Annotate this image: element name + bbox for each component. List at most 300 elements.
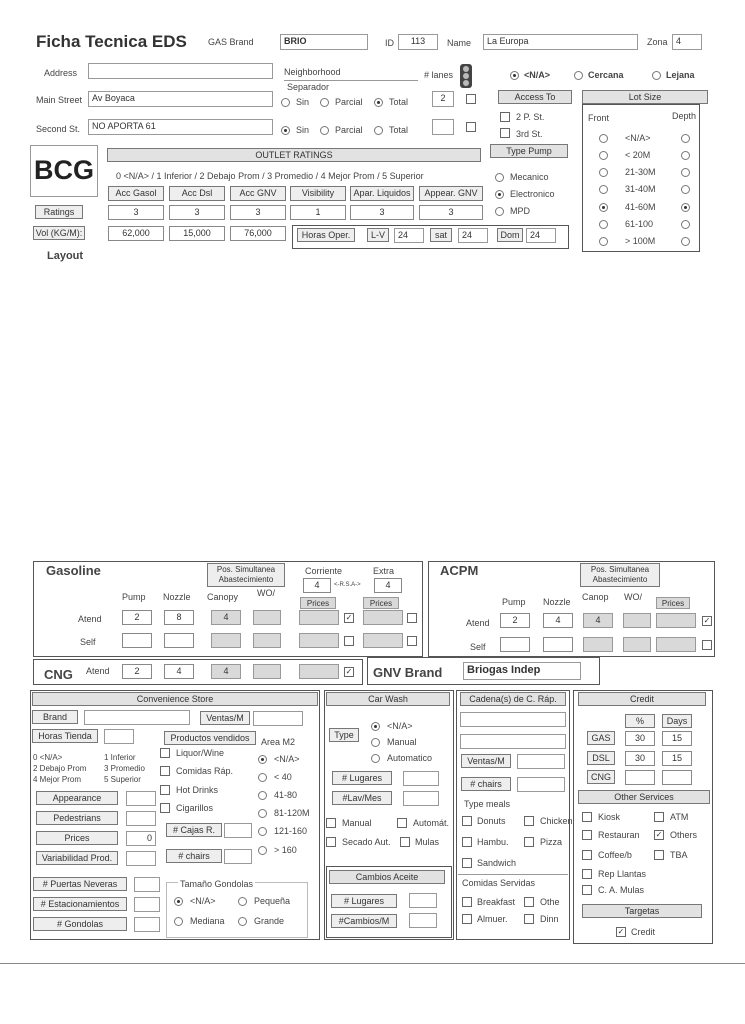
extra-field[interactable]: 4 <box>374 578 402 593</box>
cng-atend-label: Atend <box>86 666 110 676</box>
wash-secado-checkbox[interactable] <box>326 837 336 847</box>
scale-line-0: 0 <N/A> <box>33 753 63 762</box>
wash-na-radio[interactable] <box>371 722 380 731</box>
proximity-cercana-label: Cercana <box>588 70 624 80</box>
lot-option-label-5: 61-100 <box>625 219 654 229</box>
acpm-pump-label: Pump <box>502 597 526 607</box>
comidas-divider <box>458 874 568 875</box>
wash-mulas-checkbox[interactable] <box>400 837 410 847</box>
lot-front-radio-1[interactable] <box>599 151 608 160</box>
acpm-title: ACPM <box>440 563 479 578</box>
pump-mecanico-radio[interactable] <box>495 173 504 182</box>
gas-nozzle-atend-field[interactable]: 8 <box>164 610 194 625</box>
wash-manual-checkbox[interactable] <box>326 818 336 828</box>
acpm-wo-self-field[interactable] <box>623 637 651 652</box>
tamano-na-radio[interactable] <box>174 897 183 906</box>
appearance-field[interactable] <box>126 791 156 806</box>
lv-field[interactable]: 24 <box>394 228 424 243</box>
layout-label: Layout <box>47 250 84 262</box>
area-radio-4[interactable] <box>258 827 267 836</box>
tamano-mediana-label: Mediana <box>190 916 225 926</box>
rating-col-4: Apar. Liquidos <box>350 186 414 201</box>
rating-value-1[interactable]: 3 <box>169 205 225 220</box>
pedestrians-label: Pedestrians <box>36 811 118 825</box>
cambios-count-field[interactable] <box>409 913 437 928</box>
second-sep-parcial-radio[interactable] <box>320 126 329 135</box>
gas-pump-self-field[interactable] <box>122 633 152 648</box>
cambios-count-label: #Cambios/M <box>331 914 397 928</box>
acpm-canop-self-field[interactable] <box>583 637 613 652</box>
rating-value-5[interactable]: 3 <box>419 205 483 220</box>
product-checkbox-2[interactable] <box>160 785 170 795</box>
acpm-nozzle-atend-field[interactable]: 4 <box>543 613 573 628</box>
product-checkbox-1[interactable] <box>160 766 170 776</box>
cambios-header: Cambios Aceite <box>329 870 445 884</box>
service-checkbox-0[interactable] <box>582 812 592 822</box>
acpm-atend-label: Atend <box>466 618 490 628</box>
area-radio-0[interactable] <box>258 755 267 764</box>
second-sep-sin-radio[interactable] <box>281 126 290 135</box>
gas-wo-label: WO/ <box>257 588 275 598</box>
access-2pst-checkbox[interactable] <box>500 112 510 122</box>
gas-price-corriente-self[interactable] <box>299 633 339 648</box>
area-m2-label: Area M2 <box>261 737 296 747</box>
lot-front-radio-0[interactable] <box>599 134 608 143</box>
second-st-field[interactable]: NO APORTA 61 <box>88 119 273 135</box>
cng-price-field[interactable] <box>299 664 339 679</box>
credit-row-days-0[interactable]: 15 <box>662 731 692 746</box>
main-sep-sin-radio[interactable] <box>281 98 290 107</box>
comida-dinn-checkbox[interactable] <box>524 914 534 924</box>
lot-option-label-2: 21-30M <box>625 167 656 177</box>
address-field[interactable] <box>88 63 273 79</box>
service-label-4: Coffee/b <box>598 850 632 860</box>
area-radio-2[interactable] <box>258 791 267 800</box>
gas-price-corriente-atend[interactable] <box>299 610 339 625</box>
meal-pizza-checkbox[interactable] <box>524 837 534 847</box>
service-label-6: Rep Llantas <box>598 869 647 879</box>
gas-atend-check-1[interactable]: ✓ <box>345 613 353 622</box>
pump-electronico-radio[interactable] <box>495 190 504 199</box>
cng-pump-field[interactable]: 2 <box>122 664 152 679</box>
acpm-pump-atend-field[interactable]: 2 <box>500 613 530 628</box>
corriente-field[interactable]: 4 <box>303 578 331 593</box>
lot-depth-radio-4[interactable] <box>681 203 690 212</box>
gas-price-extra-self[interactable] <box>363 633 403 648</box>
dom-field[interactable]: 24 <box>526 228 556 243</box>
product-label-1: Comidas Ráp. <box>176 766 234 776</box>
outlet-ratings-header: OUTLET RATINGS <box>107 148 481 162</box>
service-label-2: Restauran <box>598 830 640 840</box>
store-brand-field[interactable] <box>84 710 190 725</box>
comidas-servidas-label: Comidas Servidas <box>462 878 536 888</box>
traffic-light-icon <box>460 64 472 88</box>
cadena-ventas-label: Ventas/M <box>461 754 511 768</box>
acpm-wo-label: WO/ <box>624 592 642 602</box>
access-3rd-label: 3rd St. <box>516 129 543 139</box>
gas-price-extra-atend[interactable] <box>363 610 403 625</box>
neighborhood-field[interactable] <box>284 78 418 81</box>
id-label: ID <box>385 38 394 48</box>
acpm-self-label: Self <box>470 642 486 652</box>
gas-nozzle-label: Nozzle <box>163 592 191 602</box>
second-st-checkbox[interactable] <box>466 122 476 132</box>
credit-row-days-2[interactable] <box>662 770 692 785</box>
product-label-3: Cigarillos <box>176 803 214 813</box>
scale-line-3: 3 Promedio <box>104 764 145 773</box>
extra-label: Extra <box>373 566 395 576</box>
dom-label: Dom <box>497 228 523 242</box>
credit-pct-label: % <box>625 714 655 728</box>
gas-canopy-atend-field[interactable]: 4 <box>211 610 241 625</box>
store-prices-label: Prices <box>36 831 118 845</box>
lot-front-label: Front <box>588 113 610 123</box>
gas-self-check-1[interactable] <box>344 636 354 646</box>
lot-depth-radio-0[interactable] <box>681 134 690 143</box>
credit-row-pct-2[interactable] <box>625 770 655 785</box>
access-3rd-checkbox[interactable] <box>500 128 510 138</box>
main-street-checkbox[interactable] <box>466 94 476 104</box>
area-label-5: > 160 <box>274 845 297 855</box>
main-sep-total-label: Total <box>389 97 409 107</box>
lot-front-radio-6[interactable] <box>599 237 608 246</box>
credit-row-days-1[interactable]: 15 <box>662 751 692 766</box>
lot-depth-radio-2[interactable] <box>681 168 690 177</box>
tamano-na-label: <N/A> <box>190 896 216 906</box>
scale-line-4: 4 Mejor Prom <box>33 775 82 784</box>
targetas-header: Targetas <box>582 904 702 918</box>
wash-automatico-label: Automatico <box>387 753 433 763</box>
name-label: Name <box>447 38 472 48</box>
wash-manual-radio[interactable] <box>371 738 380 747</box>
lanes-field[interactable]: 2 <box>432 91 454 107</box>
lot-option-label-6: > 100M <box>625 236 656 246</box>
second-sep-total-radio[interactable] <box>374 126 383 135</box>
type-meals-label: Type meals <box>464 799 511 809</box>
lot-front-radio-4[interactable] <box>599 203 608 212</box>
gasoline-title: Gasoline <box>46 563 101 578</box>
bcg-logo-text: BCG <box>34 155 94 185</box>
wash-lav-label: #Lav/Mes <box>332 791 392 805</box>
service-checkbox-3[interactable]: ✓ <box>655 830 663 839</box>
address-label: Address <box>44 68 78 78</box>
product-label-2: Hot Drinks <box>176 785 219 795</box>
acpm-prices-label: Prices <box>656 597 690 609</box>
product-checkbox-0[interactable] <box>160 748 170 758</box>
scale-line-2: 2 Debajo Prom <box>33 764 87 773</box>
acpm-nozzle-self-field[interactable] <box>543 637 573 652</box>
lot-size-panel <box>582 104 700 252</box>
gas-pump-atend-field[interactable]: 2 <box>122 610 152 625</box>
gasoline-pos-simultanea: Pos. Simultanea Abastecimiento <box>207 563 285 587</box>
cng-title: CNG <box>44 667 73 682</box>
main-sep-total-radio[interactable] <box>374 98 383 107</box>
area-label-0: <N/A> <box>274 754 300 764</box>
name-field[interactable]: La Europa <box>483 34 638 50</box>
cadena-header: Cadena(s) de C. Ráp. <box>460 692 566 706</box>
gas-wo-atend-field[interactable] <box>253 610 281 625</box>
pump-electronico-label: Electronico <box>510 189 555 199</box>
vol-label: Vol (KG/M): <box>33 226 85 240</box>
cadena-chairs-field[interactable] <box>517 777 565 792</box>
gas-canopy-self-field[interactable] <box>211 633 241 648</box>
variabilidad-label: Variabilidad Prod. <box>36 851 118 865</box>
cadena-field-1[interactable] <box>460 712 566 727</box>
acpm-pump-self-field[interactable] <box>500 637 530 652</box>
gas-wo-self-field[interactable] <box>253 633 281 648</box>
ratings-label: Ratings <box>35 205 83 219</box>
wash-lugares-field[interactable] <box>403 771 439 786</box>
rating-value-4[interactable]: 3 <box>350 205 414 220</box>
gas-atend-label: Atend <box>78 614 102 624</box>
meal-pizza-label: Pizza <box>540 837 563 847</box>
neveras-field[interactable] <box>134 877 160 892</box>
separador-label: Separador <box>287 82 330 92</box>
cadena-field-2[interactable] <box>460 734 566 749</box>
cng-nozzle-field[interactable]: 4 <box>164 664 194 679</box>
pump-mpd-label: MPD <box>510 206 530 216</box>
meal-donuts-label: Donuts <box>477 816 506 826</box>
bcg-logo <box>30 145 98 197</box>
credit-header: Credit <box>578 692 706 706</box>
cambios-lugares-field[interactable] <box>409 893 437 908</box>
comida-othe-checkbox[interactable] <box>524 897 534 907</box>
gondolas-field[interactable] <box>134 917 160 932</box>
wash-automat-check-label: Automát. <box>413 818 450 828</box>
service-checkbox-7[interactable] <box>582 885 592 895</box>
gnv-brand-field[interactable]: Briogas Indep <box>463 662 581 680</box>
tamano-grande-label: Grande <box>254 916 285 926</box>
car-wash-type-label: Type <box>329 728 359 742</box>
service-checkbox-6[interactable] <box>582 869 592 879</box>
credit-row-label-1: DSL <box>587 751 615 765</box>
lot-depth-radio-5[interactable] <box>681 220 690 229</box>
service-label-7: C. A. Mulas <box>598 885 645 895</box>
area-radio-1[interactable] <box>258 773 267 782</box>
page-bottom-rule <box>0 963 745 964</box>
meal-sandwich-label: Sandwich <box>477 858 517 868</box>
wash-automat-checkbox[interactable] <box>397 818 407 828</box>
rating-col-0: Acc Gasol <box>108 186 164 201</box>
vol-value-2[interactable]: 76,000 <box>230 226 286 241</box>
zona-field[interactable]: 4 <box>672 34 702 50</box>
meal-hambu-label: Hambu. <box>477 837 509 847</box>
corriente-label: Corriente <box>305 566 343 576</box>
lot-front-radio-2[interactable] <box>599 168 608 177</box>
store-brand-label: Brand <box>32 710 78 724</box>
second-sep-total-label: Total <box>389 125 409 135</box>
main-street-field[interactable]: Av Boyaca <box>88 91 273 107</box>
gas-self-label: Self <box>80 637 96 647</box>
tamano-pequena-label: Pequeña <box>254 896 291 906</box>
service-checkbox-4[interactable] <box>582 850 592 860</box>
acpm-self-check[interactable] <box>702 640 712 650</box>
store-ventas-field[interactable] <box>253 711 303 726</box>
comida-almuer-label: Almuer. <box>477 914 508 924</box>
tamano-gondolas-panel <box>166 882 308 938</box>
variabilidad-field[interactable] <box>126 851 156 866</box>
ratings-scale: 0 <N/A> / 1 Inferior / 2 Debajo Prom / 3 Promedio / 4 Mejor Prom / 5 Superior <box>116 171 424 181</box>
gas-prices-extra-label: Prices <box>363 597 399 609</box>
cng-canopy-field[interactable]: 4 <box>211 664 241 679</box>
id-field[interactable]: 113 <box>398 34 438 50</box>
credit-card-label: Credit <box>631 927 656 937</box>
sat-field[interactable]: 24 <box>458 228 488 243</box>
proximity-na-label: <N/A> <box>524 70 551 80</box>
lot-front-radio-3[interactable] <box>599 185 608 194</box>
second-st-label: Second St. <box>36 124 81 134</box>
main-sep-parcial-label: Parcial <box>335 97 363 107</box>
meal-chicken-label: Chicken <box>540 816 573 826</box>
horas-tienda-field[interactable] <box>104 729 134 744</box>
wash-lav-field[interactable] <box>403 791 439 806</box>
main-sep-parcial-radio[interactable] <box>320 98 329 107</box>
lot-option-label-3: 31-40M <box>625 184 656 194</box>
credit-row-label-2: CNG <box>587 770 615 784</box>
vol-value-1[interactable]: 15,000 <box>169 226 225 241</box>
wash-automatico-radio[interactable] <box>371 754 380 763</box>
cajas-field[interactable] <box>224 823 252 838</box>
acpm-atend-check[interactable]: ✓ <box>703 616 711 625</box>
acpm-pos-simultanea: Pos. Simultanea Abastecimiento <box>580 563 660 587</box>
area-radio-3[interactable] <box>258 809 267 818</box>
rating-value-2[interactable]: 3 <box>230 205 286 220</box>
comida-breakfast-checkbox[interactable] <box>462 897 472 907</box>
neighborhood-label: Neighborhood <box>284 67 341 77</box>
service-label-0: Kiosk <box>598 812 621 822</box>
credit-row-pct-1[interactable]: 30 <box>625 751 655 766</box>
meal-donuts-checkbox[interactable] <box>462 816 472 826</box>
product-checkbox-3[interactable] <box>160 803 170 813</box>
gnv-brand-label: GNV Brand <box>373 665 443 680</box>
lv-label: L-V <box>367 228 389 242</box>
acpm-wo-atend-field[interactable] <box>623 613 651 628</box>
convenience-store-header: Convenience Store <box>32 692 318 706</box>
lot-option-label-4: 41-60M <box>625 202 656 212</box>
scale-line-1: 1 Inferior <box>104 753 136 762</box>
comida-othe-label: Othe <box>540 897 560 907</box>
neveras-label: # Puertas Neveras <box>33 877 127 891</box>
area-radio-5[interactable] <box>258 846 267 855</box>
store-chairs-label: # chairs <box>166 849 222 863</box>
comida-dinn-label: Dinn <box>540 914 559 924</box>
pedestrians-field[interactable] <box>126 811 156 826</box>
wash-mulas-check-label: Mulas <box>415 837 440 847</box>
gas-atend-check-2[interactable] <box>407 613 417 623</box>
tamano-mediana-radio[interactable] <box>174 917 183 926</box>
lot-depth-label: Depth <box>672 111 697 121</box>
proximity-cercana-radio[interactable] <box>574 71 583 80</box>
comida-breakfast-label: Breakfast <box>477 897 516 907</box>
pump-mecanico-label: Mecanico <box>510 172 549 182</box>
wash-lugares-label: # Lugares <box>332 771 392 785</box>
credit-row-pct-0[interactable]: 30 <box>625 731 655 746</box>
cng-wo-field[interactable] <box>253 664 281 679</box>
lot-depth-radio-1[interactable] <box>681 151 690 160</box>
estacionamientos-label: # Estacionamientos <box>33 897 127 911</box>
acpm-price-atend[interactable] <box>656 613 696 628</box>
wash-secado-check-label: Secado Aut. <box>342 837 391 847</box>
type-pump-header: Type Pump <box>490 144 568 158</box>
lot-depth-radio-6[interactable] <box>681 237 690 246</box>
cadena-chairs-label: # chairs <box>461 777 511 791</box>
tamano-grande-radio[interactable] <box>238 917 247 926</box>
store-prices-field[interactable]: 0 <box>126 831 156 846</box>
area-label-1: < 40 <box>274 772 292 782</box>
service-checkbox-5[interactable] <box>654 850 664 860</box>
lot-depth-radio-3[interactable] <box>681 185 690 194</box>
gas-nozzle-self-field[interactable] <box>164 633 194 648</box>
access-2pst-label: 2 P. St. <box>516 112 545 122</box>
rating-col-1: Acc Dsl <box>169 186 225 201</box>
scale-line-5: 5 Superior <box>104 775 141 784</box>
lot-front-radio-5[interactable] <box>599 220 608 229</box>
other-services-header: Other Services <box>578 790 710 804</box>
proximity-lejana-label: Lejana <box>666 70 695 80</box>
sat-label: sat <box>430 228 452 242</box>
gondolas-label: # Gondolas <box>33 917 127 931</box>
meal-hambu-checkbox[interactable] <box>462 837 472 847</box>
rating-value-3[interactable]: 1 <box>290 205 346 220</box>
credit-card-checkbox[interactable]: ✓ <box>617 927 625 936</box>
acpm-price-self[interactable] <box>656 637 696 652</box>
cadena-ventas-field[interactable] <box>517 754 565 769</box>
acpm-nozzle-label: Nozzle <box>543 597 571 607</box>
product-label-0: Liquor/Wine <box>176 748 225 758</box>
store-ventas-label: Ventas/M <box>200 711 250 725</box>
service-checkbox-2[interactable] <box>582 830 592 840</box>
productos-vendidos-label: Productos vendidos <box>164 731 256 745</box>
credit-row-label-0: GAS <box>587 731 615 745</box>
acpm-canop-atend-field[interactable]: 4 <box>583 613 613 628</box>
wash-na-label: <N/A> <box>387 721 413 731</box>
pump-mpd-radio[interactable] <box>495 207 504 216</box>
meal-sandwich-checkbox[interactable] <box>462 858 472 868</box>
appearance-label: Appearance <box>36 791 118 805</box>
horas-oper-label: Horas Oper. <box>297 228 355 242</box>
wash-manual-check-label: Manual <box>342 818 372 828</box>
main-street-label: Main Street <box>36 95 83 105</box>
zona-label: Zona <box>647 37 668 47</box>
rating-value-0[interactable]: 3 <box>108 205 164 220</box>
gas-self-check-2[interactable] <box>407 636 417 646</box>
comida-almuer-checkbox[interactable] <box>462 914 472 924</box>
second-sep-sin-label: Sin <box>296 125 310 135</box>
car-wash-header: Car Wash <box>326 692 450 706</box>
tamano-pequena-radio[interactable] <box>238 897 247 906</box>
proximity-na-radio[interactable] <box>510 71 519 80</box>
meal-chicken-checkbox[interactable] <box>524 816 534 826</box>
proximity-lejana-radio[interactable] <box>652 71 661 80</box>
gas-brand-label: GAS Brand <box>208 37 254 47</box>
cajas-label: # Cajas R. <box>166 823 222 837</box>
service-checkbox-1[interactable] <box>654 812 664 822</box>
gas-brand-field[interactable]: BRIO <box>280 34 368 50</box>
estacionamientos-field[interactable] <box>134 897 160 912</box>
area-label-3: 81-120M <box>274 808 310 818</box>
cng-check[interactable]: ✓ <box>345 667 353 676</box>
gas-pump-label: Pump <box>122 592 146 602</box>
lot-option-label-0: <N/A> <box>625 133 651 143</box>
cambios-lugares-label: # Lugares <box>331 894 397 908</box>
vol-value-0[interactable]: 62,000 <box>108 226 164 241</box>
credit-days-label: Days <box>662 714 692 728</box>
service-label-3: Others <box>670 830 698 840</box>
store-chairs-field[interactable] <box>224 849 252 864</box>
lanes-label: # lanes <box>424 70 454 80</box>
second-lanes-field[interactable] <box>432 119 454 135</box>
service-label-5: TBA <box>670 850 688 860</box>
